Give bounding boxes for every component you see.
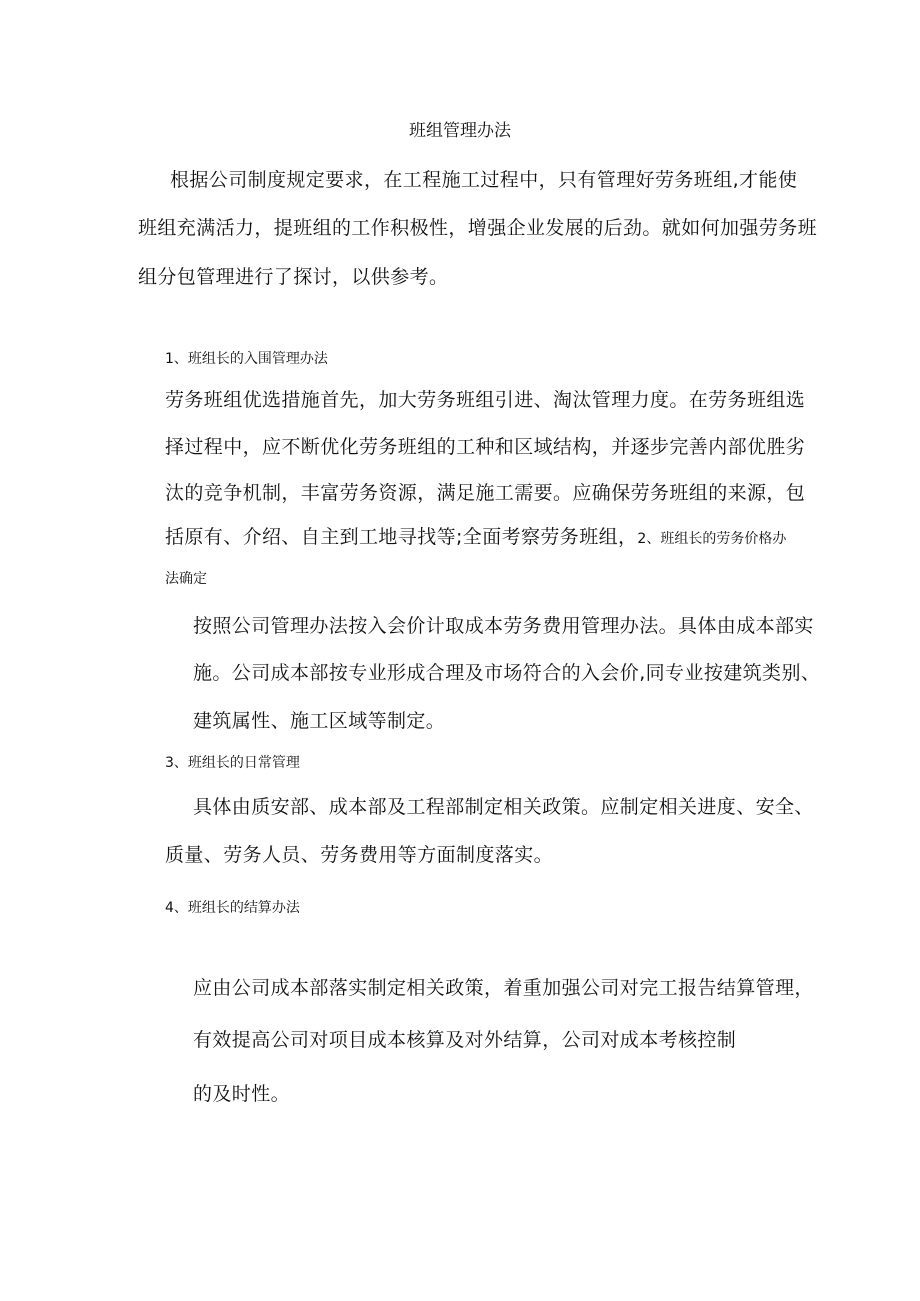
section-3-line-1: 具体由质安部、成本部及工程部制定相关政策。应制定相关进度、安全、 <box>193 796 814 818</box>
intro-line-3: 组分包管理进行了探讨，以供参考。 <box>138 266 449 288</box>
section-1-line-3: 汰的竞争机制，丰富劳务资源，满足施工需要。应确保劳务班组的来源，包 <box>165 482 806 504</box>
section-1-line-2: 择过程中，应不断优化劳务班组的工种和区域结构，并逐步完善内部优胜劣 <box>165 436 806 458</box>
section-4-line-2: 有效提高公司对项目成本核算及对外结算，公司对成本考核控制 <box>193 1029 737 1051</box>
section-1-line-1: 劳务班组优选措施首先，加大劳务班组引进、淘汰管理力度。在劳务班组选 <box>165 389 806 411</box>
section-1-line-4 <box>165 522 786 549</box>
section-4-line-3: 的及时性。 <box>193 1083 291 1105</box>
section-2-line-3: 建筑属性、施工区域等制定。 <box>193 710 446 732</box>
section-4-heading: 4、班组长的结算办法 <box>165 900 300 916</box>
section-3-line-2: 质量、劳务人员、劳务费用等方面制度落实。 <box>165 844 554 866</box>
section-2-line-1: 按照公司管理办法按入会价计取成本劳务费用管理办法。具体由成本部实 <box>193 615 814 637</box>
section-2-heading-cont: 法确定 <box>165 571 207 587</box>
document-title: 班组管理办法 <box>409 121 511 141</box>
section-2-line-2: 施。公司成本部按专业形成合理及市场符合的入会价,同专业按建筑类别、 <box>193 662 821 684</box>
section-4-line-1: 应由公司成本部落实制定相关政策，着重加强公司对完工报告结算管理， <box>193 977 814 999</box>
section-1-heading: 1、班组长的入围管理办法 <box>165 351 328 367</box>
section-3-heading: 3、班组长的日常管理 <box>165 755 300 771</box>
section-1-line-4-text: 括原有、介绍、自主到工地寻找等;全面考察劳务班组， <box>165 526 638 548</box>
section-2-heading: 2、班组长的劳务价格办 <box>637 531 787 547</box>
intro-line-1: 根据公司制度规定要求，在工程施工过程中，只有管理好劳务班组,才能使 <box>170 169 798 191</box>
intro-line-2: 班组充满活力，提班组的工作积极性，增强企业发展的后劲。就如何加强劳务班 <box>138 217 818 239</box>
